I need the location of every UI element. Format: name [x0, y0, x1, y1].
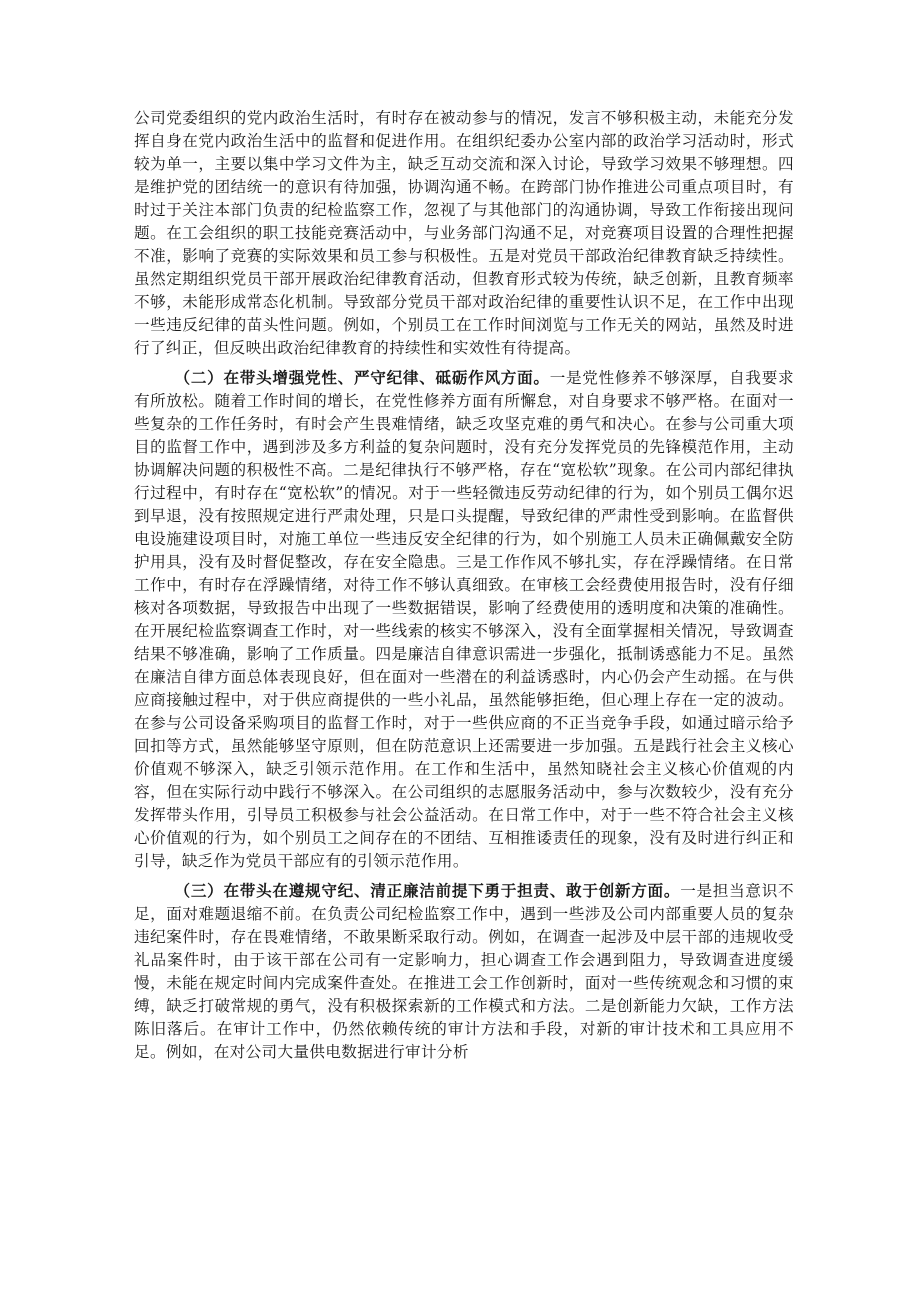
- paragraph-section-3: [134, 879, 794, 1064]
- paragraph-body: 一是党性修养不够深厚，自我要求有所放松。随着工作时间的增长，在党性修养方面有所懈怠，对自身要求不够严格。在面对一些复杂的工作任务时，有时会产生畏难情绪，缺乏攻坚克难的勇气和决心。在参与公司重大项目的监督工作中，遇到涉及多方利益的复杂问题时，没有充分发挥党员的先锋模范作用，主动协调解决问题的积极性不高。二是纪律执行不够严格，存在“宽松软”现象。在公司内部纪律执行过程中，有时存在“宽松软”的情况。对于一些轻微违反劳动纪律的行为，如个别员工偶尔迟到早退，没有按照规定进行严肃处理，只是口头提醒，导致纪律的严肃性受到影响。在监督供电设施建设项目时，对施工单位一些违反安全纪律的行为，如个别施工人员未正确佩戴安全防护用具，没有及时督促整改，存在安全隐患。三是工作作风不够扎实，存在浮躁情绪。在日常工作中，有时存在浮躁情绪，对待工作不够认真细致。在审核工会经费使用报告时，没有仔细核对各项数据，导致报告中出现了一些数据错误，影响了经费使用的透明度和决策的准确性。在开展纪检监察调查工作时，对一些线索的核实不够深入，没有全面掌握相关情况，导致调查结果不够准确，影响了工作质量。四是廉洁自律意识需进一步强化，抵制诱惑能力不足。虽然在廉洁自律方面总体表现良好，但在面对一些潜在的利益诱惑时，内心仍会产生动摇。在与供应商接触过程中，对于供应商提供的一些小礼品，虽然能够拒绝，但心理上存在一定的波动。在参与公司设备采购项目的监督工作时，对于一些供应商的不正当竞争手段，如通过暗示给予回扣等方式，虽然能够坚守原则，但在防范意识上还需要进一步加强。五是践行社会主义核心价值观不够深入，缺乏引领示范作用。在工作和生活中，虽然知晓社会主义核心价值观的内容，但在实际行动中践行不够深入。在公司组织的志愿服务活动中，参与次数较少，没有充分发挥带头作用，引导员工积极参与社会公益活动。在日常工作中，对于一些不符合社会主义核心价值观的行为，如个别员工之间存在的不团结、互相推诿责任的现象，没有及时进行纠正和引导，缺乏作为党员干部应有的引领示范作用。: [134, 369, 794, 870]
- paragraph-body: 一是担当意识不足，面对难题退缩不前。在负责公司纪检监察工作中，遇到一些涉及公司内部重要人员的复杂违纪案件时，存在畏难情绪，不敢果断采取行动。例如，在调查一起涉及中层干部的违规收受礼品案件时，由于该干部在公司有一定影响力，担心调查工作会遇到阻力，导致调查进度缓慢，未能在规定时间内完成案件查处。在推进工会工作创新时，面对一些传统观念和习惯的束缚，缺乏打破常规的勇气，没有积极探索新的工作模式和方法。二是创新能力欠缺，工作方法陈旧落后。在审计工作中，仍然依赖传统的审计方法和手段，对新的审计技术和工具应用不足。例如，在对公司大量供电数据进行审计分析: [134, 882, 794, 1061]
- section-heading: （三）在带头在遵规守纪、清正廉洁前提下勇于担责、敢于创新方面。: [174, 881, 681, 900]
- paragraph-section-2: [134, 366, 794, 873]
- paragraph-body: 公司党委组织的党内政治生活时，有时存在被动参与的情况，发言不够积极主动，未能充分发挥自身在党内政治生活中的监督和促进作用。在组织纪委办公室内部的政治学习活动时，形式较为单一，主要以集中学习文件为主，缺乏互动交流和深入讨论，导致学习效果不够理想。四是维护党的团结统一的意识有待加强，协调沟通不畅。在跨部门协作推进公司重点项目时，有时过于关注本部门负责的纪检监察工作，忽视了与其他部门的沟通协调，导致工作衔接出现问题。在工会组织的职工技能竞赛活动中，与业务部门沟通不足，对竞赛项目设置的合理性把握不准，影响了竞赛的实际效果和员工参与积极性。五是对党员干部政治纪律教育缺乏持续性。虽然定期组织党员干部开展政治纪律教育活动，但教育形式较为传统，缺乏创新，且教育频率不够，未能形成常态化机制。导致部分党员干部对政治纪律的重要性认识不足，在工作中出现一些违反纪律的苗头性问题。例如，个别员工在工作时间浏览与工作无关的网站，虽然及时进行了纠正，但反映出政治纪律教育的持续性和实效性有待提高。: [134, 109, 794, 357]
- section-heading: （二）在带头增强党性、严守纪律、砥砺作风方面。: [174, 368, 550, 387]
- paragraph-continuation: [134, 107, 794, 360]
- document-page: [134, 107, 794, 1064]
